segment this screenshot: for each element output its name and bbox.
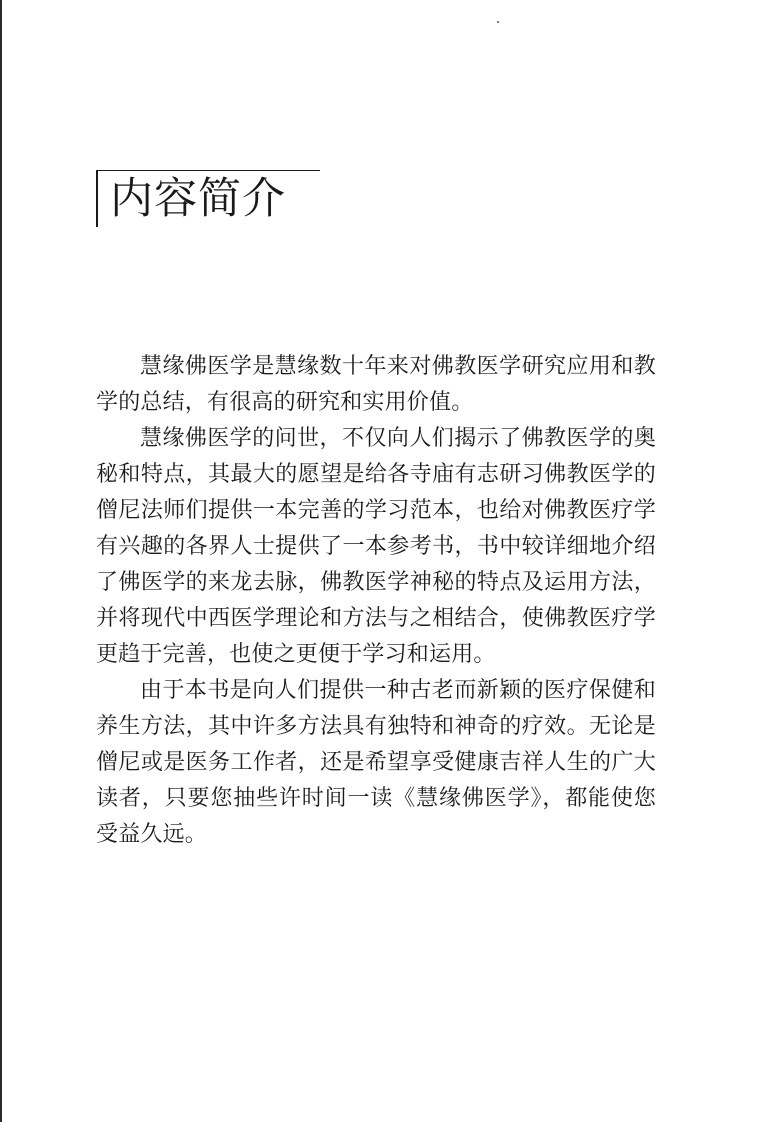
paragraph: 慧缘佛医学是慧缘数十年来对佛教医学研究应用和教学的总结，有很高的研究和实用价值。 xyxy=(96,354,656,415)
title-frame xyxy=(96,170,320,227)
paragraph: 慧缘佛医学的问世，不仅向人们揭示了佛教医学的奥秘和特点，其最大的愿望是给各寺庙有志研习佛教医学的僧尼法师们提供一本完善的学习范本，也给对佛教医疗学有兴趣的各界人士提供了一本参考书，书中较详细地介绍了佛医学的来龙去脉，佛教医学神秘的特点及运用方法，并将现代中西医学理论和方法与之相结合，使佛教医疗学更趋于完善，也使之更便于学习和运用。 xyxy=(96,426,656,667)
page-left-edge xyxy=(0,0,2,1122)
scan-speck xyxy=(497,21,499,23)
page-title: 内容简介 xyxy=(110,174,286,224)
paragraph: 由于本书是向人们提供一种古老而新颖的医疗保健和养生方法，其中许多方法具有独特和神奇的疗效。无论是僧尼或是医务工作者，还是希望享受健康吉祥人生的广大读者，只要您抽些许时间一读《慧缘佛医学》，都能使您受益久远。 xyxy=(96,678,656,847)
body-text xyxy=(96,349,656,853)
